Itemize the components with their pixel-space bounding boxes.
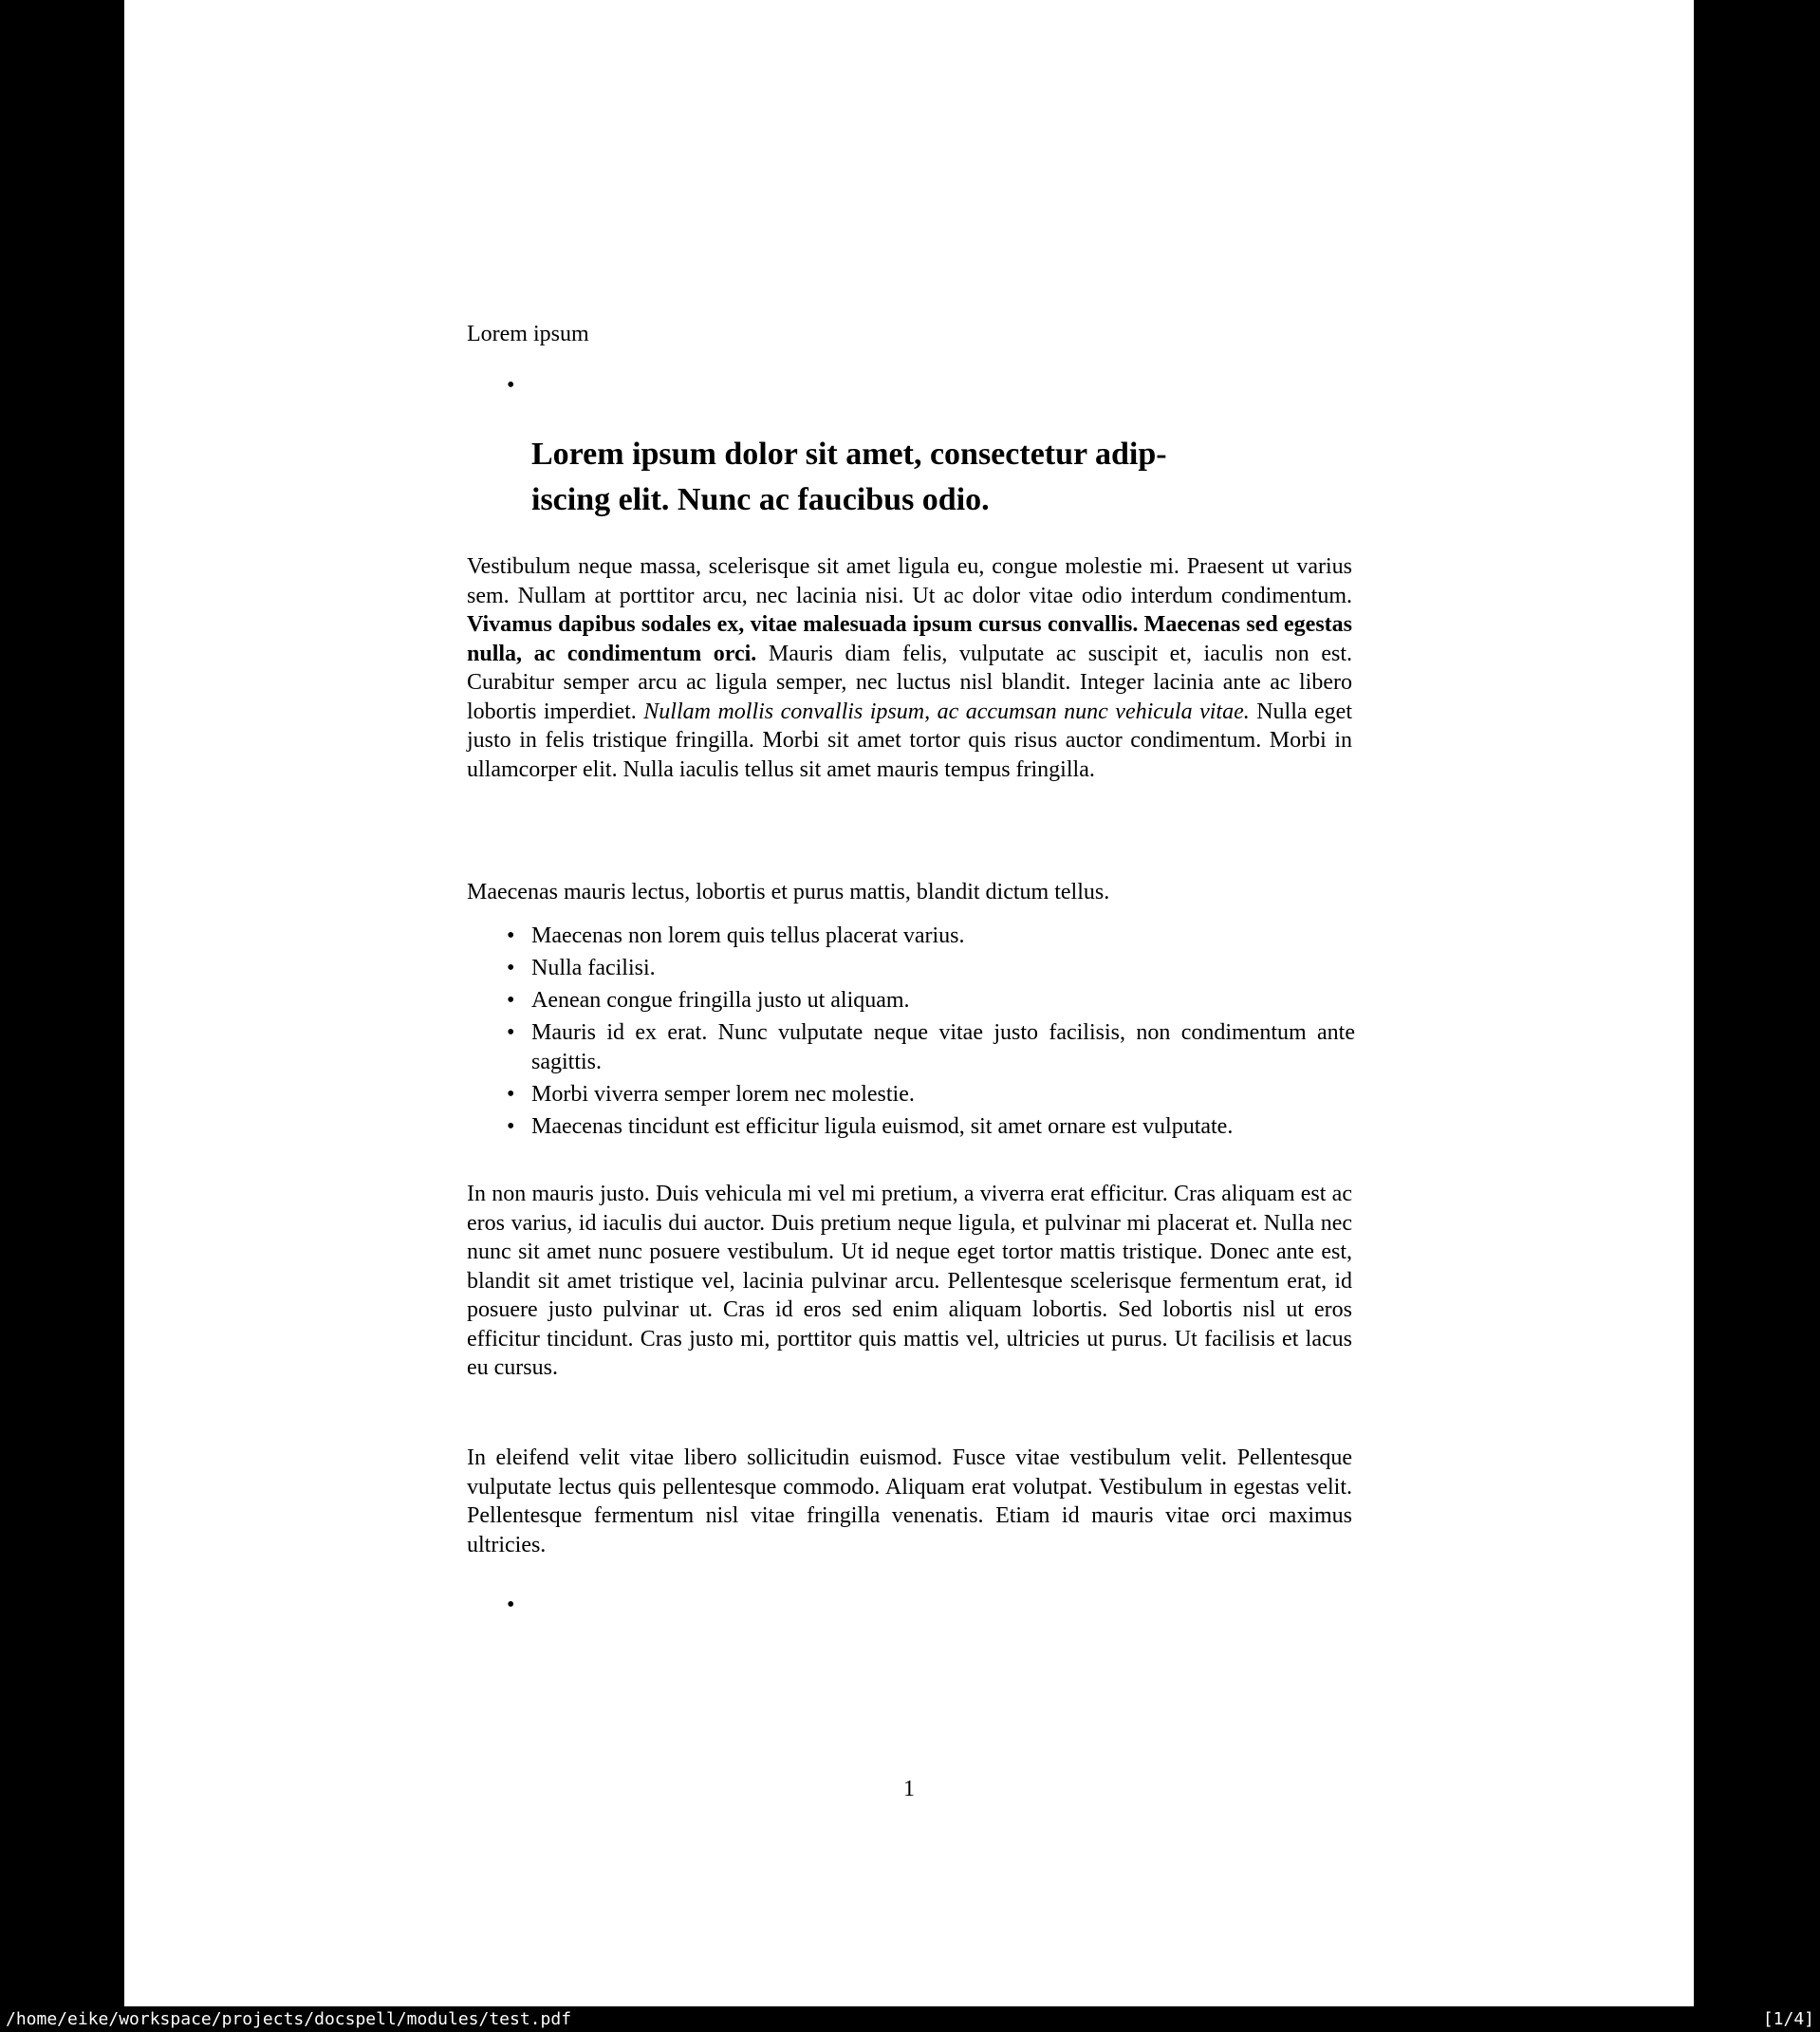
- paragraph-4: In eleifend velit vitae libero sollicitudin euismod. Fusce vitae vestibulum velit. Pellentesque vulputate lectus quis pellentesque commodo. Aliquam erat volutpat. Vestibulum in egestas velit. Pellentesque fermentum nisl vitae fringilla venenatis. Etiam id mauris vitae orci maximus ultricies.: [467, 1445, 1352, 1557]
- list-item: [507, 1112, 1355, 1142]
- paragraph-1-normal-run: Nulla eget justo in felis tristique fringilla. Morbi sit amet tortor quis risus auctor condimentum. Morbi in ullamcorper elit. Nulla iaculis tellus sit amet mauris tempus fringilla.: [467, 699, 1352, 782]
- list-item: [507, 1080, 1355, 1109]
- list-item: [507, 986, 1355, 1016]
- bullet-icon: •: [507, 1114, 515, 1139]
- intro-text: Lorem ipsum: [467, 322, 589, 346]
- list-item-text: Morbi viverra semper lorem nec molestie.: [531, 1082, 915, 1107]
- bullet-icon: •: [507, 1020, 515, 1045]
- page-number-footer: 1: [903, 1777, 915, 1801]
- bullet-icon: •: [507, 988, 515, 1013]
- empty-bullet-item-top: [507, 371, 514, 400]
- section-heading-line1: Lorem ipsum dolor sit amet, consectetur adip-: [531, 437, 1167, 472]
- bullet-icon: •: [507, 373, 515, 398]
- list-item-text: Aenean congue fringilla justo ut aliquam.: [531, 988, 910, 1013]
- section-heading: [531, 432, 1355, 523]
- statusbar-file-path: /home/eike/workspace/projects/docspell/modules/test.pdf: [6, 2009, 572, 2029]
- bullet-icon: •: [507, 956, 515, 980]
- document-page: [124, 0, 1694, 2006]
- list-item: [507, 922, 1355, 951]
- paragraph-1: [467, 552, 1352, 784]
- bullet-icon: •: [507, 923, 515, 948]
- list-item: [507, 1018, 1355, 1077]
- paragraph-1-italic-run: Nullam mollis convallis ipsum, ac accumsan nunc vehicula vitae.: [643, 699, 1250, 724]
- list-item-text: Mauris id ex erat. Nunc vulputate neque vitae justo facilisis, non condimentum ante sagittis.: [531, 1020, 1355, 1074]
- paragraph-2: Maecenas mauris lectus, lobortis et purus mattis, blandit dictum tellus.: [467, 880, 1110, 904]
- paragraph-3: In non mauris justo. Duis vehicula mi vel mi pretium, a viverra erat efficitur. Cras aliquam est ac eros varius, id iaculis dui auctor. Duis pretium neque ligula, et pulvinar mi placerat et. Nulla nec nunc sit amet nunc posuere vestibulum. Ut id neque eget tortor mattis tristique. Donec ante est, blandit sit amet tristique vel, lacinia pulvinar arcu. Pellentesque scelerisque fermentum erat, id posuere justo pulvinar ut. Cras id eros sed enim aliquam lobortis. Sed lobortis nisl ut eros efficitur tincidunt. Cras justo mi, porttitor quis mattis vel, ultricies ut purus. Ut facilisis et lacus eu cursus.: [467, 1182, 1352, 1380]
- bullet-icon: •: [507, 1082, 515, 1107]
- list-item: [507, 954, 1355, 983]
- list-item-text: Nulla facilisi.: [531, 956, 656, 980]
- list-item-text: Maecenas tincidunt est efficitur ligula euismod, sit amet ornare est vulputate.: [531, 1114, 1234, 1139]
- bullet-list: [507, 922, 1355, 1145]
- paragraph-1-bold-run: Vivamus dapibus sodales ex, vitae malesuada ipsum cursus convallis. Maecenas sed egestas nulla, ac condimentum orci.: [467, 612, 1352, 666]
- empty-bullet-item-bottom: [507, 1591, 514, 1619]
- statusbar-page-indicator: [1/4]: [1762, 2009, 1814, 2029]
- statusbar: [0, 2006, 1820, 2032]
- bullet-icon: •: [507, 1593, 515, 1617]
- list-item-text: Maecenas non lorem quis tellus placerat varius.: [531, 923, 965, 948]
- paragraph-1-normal-run: Mauris diam felis, vulputate ac suscipit et, iaculis non est. Curabitur semper arcu ac ligula semper, nec luctus nisl blandit. Integer lacinia ante ac libero lobortis imperdiet.: [467, 641, 1352, 724]
- paragraph-1-normal-run: Vestibulum neque massa, scelerisque sit amet ligula eu, congue molestie mi. Praesent ut varius sem. Nullam at porttitor arcu, nec lacinia nisi. Ut ac dolor vitae odio interdum condimentum.: [467, 554, 1352, 608]
- section-heading-line2: iscing elit. Nunc ac faucibus odio.: [531, 482, 990, 517]
